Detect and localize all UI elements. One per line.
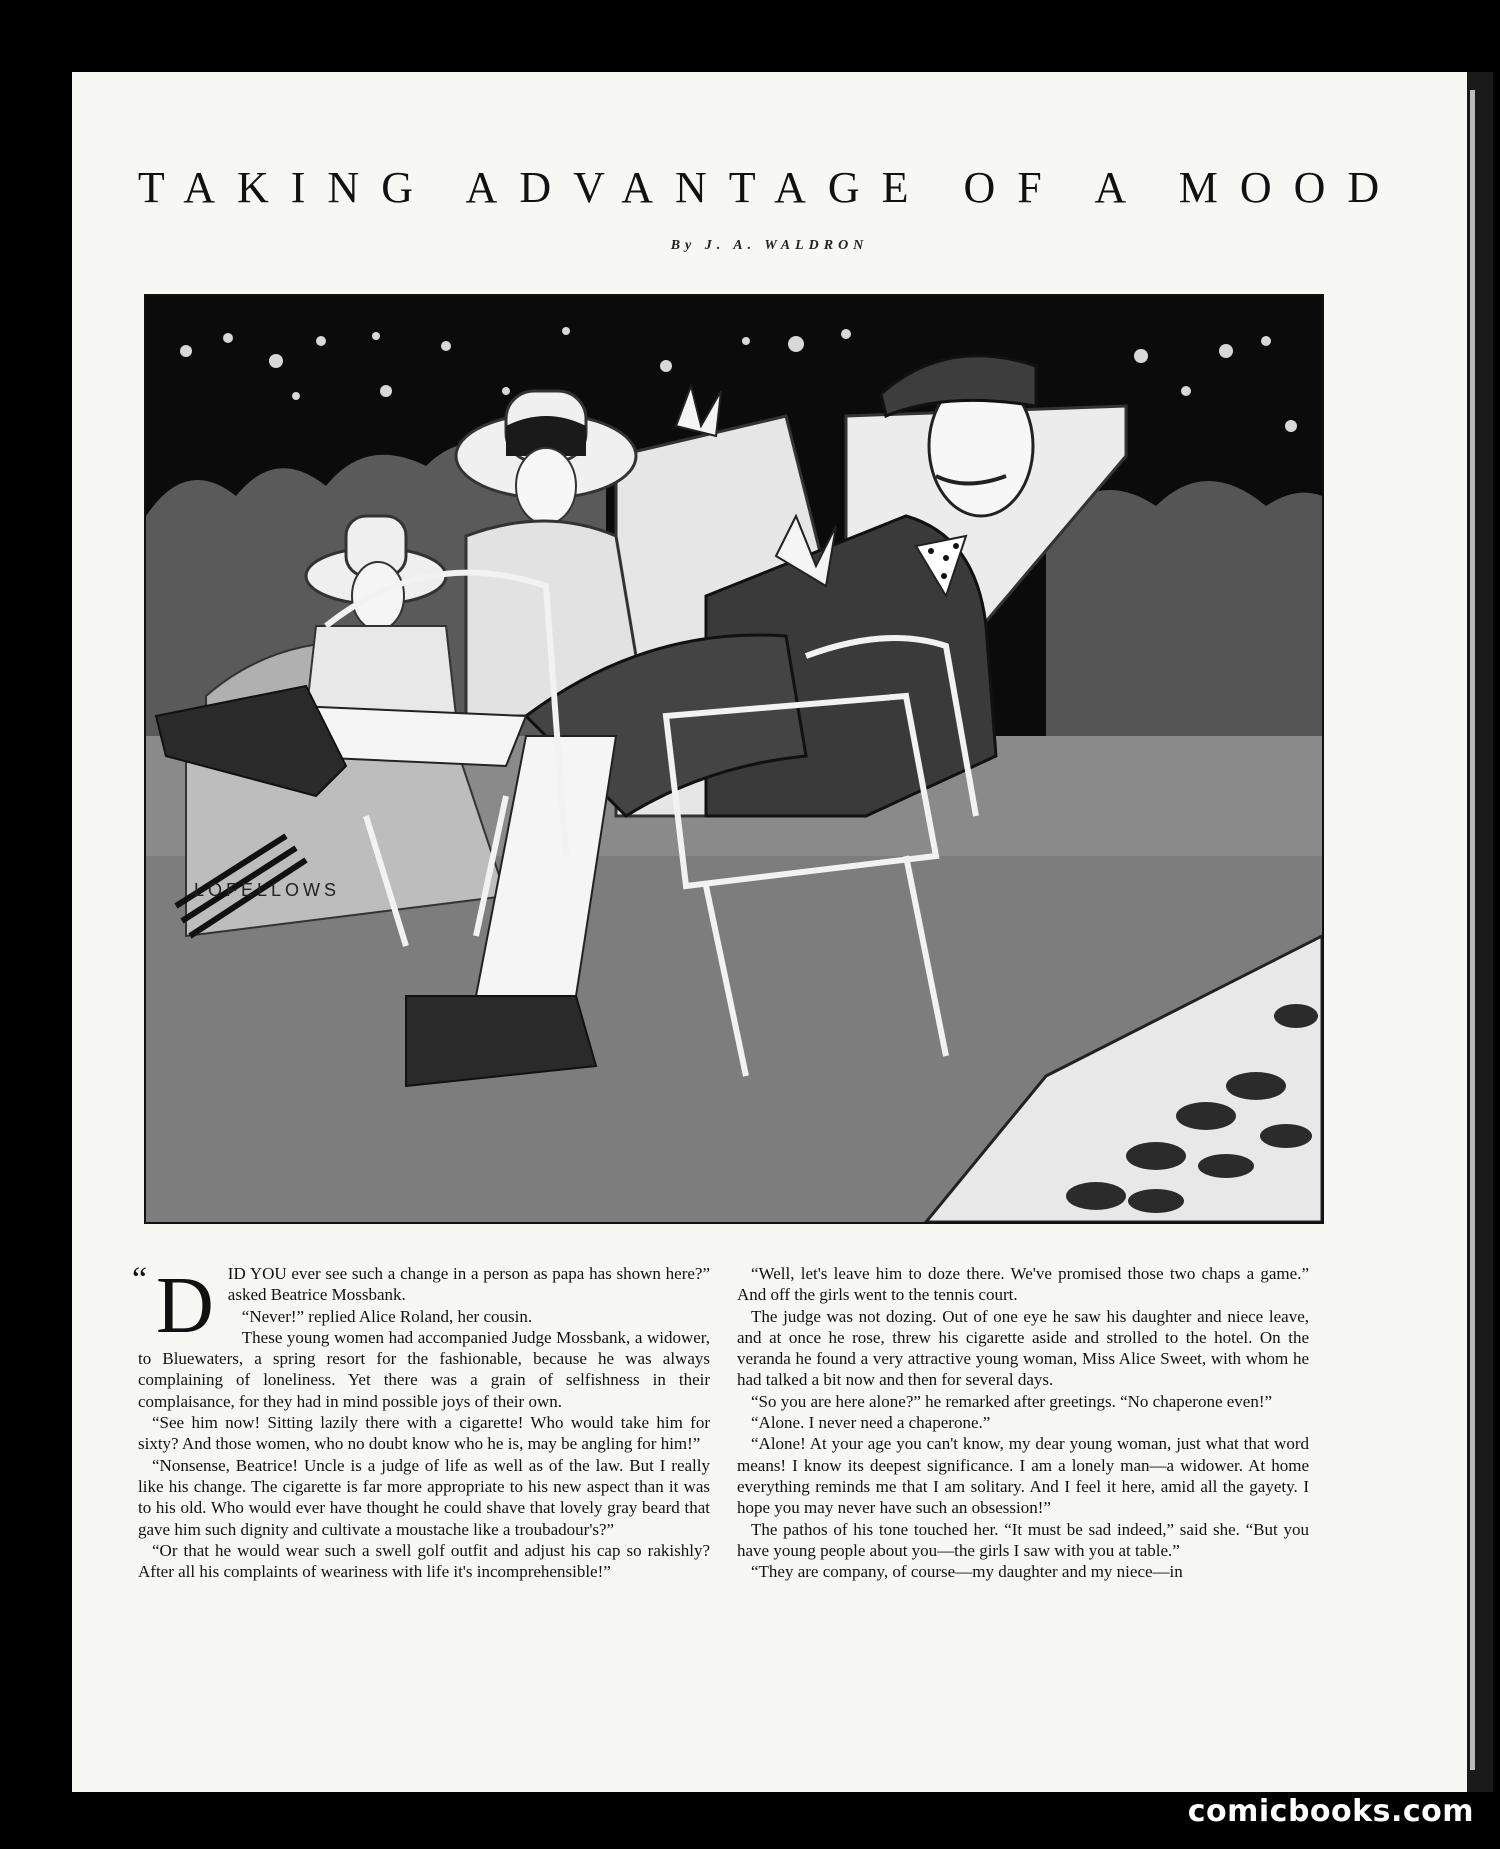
paragraph: “See him now! Sitting lazily there with a cigarette! Who would take him for sixty? And those women, who no doubt know who he is, may be angling for him!” [138,1413,710,1454]
paragraph: “Or that he would wear such a swell golf outfit and adjust his cap so rakishly? After all his complaints of weariness with life it's incomprehensible!” [138,1540,710,1582]
illustration [144,294,1324,1224]
paragraph: The judge was not dozing. Out of one eye he saw his daughter and niece leave, and at once he rose, threw his cigarette aside and strolled to the hotel. On the veranda he found a very attractive young woman, Miss Alice Sweet, with whom he had talked a bit now and then for several days. [737,1306,1309,1390]
page-edge [1470,90,1475,1770]
article-title: TAKING ADVANTAGE OF A MOOD [137,163,1402,212]
paragraph: ID YOU ever see such a change in a person as papa has shown here?” asked Beatrice Mossbank. [227,1264,710,1305]
illustration-drawing [146,296,1322,1222]
paragraph: “Nonsense, Beatrice! Uncle is a judge of life as well as of the law. But I really like his change. The cigarette is far more appropriate to his new aspect than it was to his old. Who would ever have thought he could shave that lovely gray beard that gave him such dignity and cultivate a moustache like a troubadour's?” [138,1455,710,1539]
paragraph: The pathos of his tone touched her. “It must be sad indeed,” said she. “But you have young people about you—the girls I saw with you at table.” [737,1519,1309,1560]
opening-quote: “ [132,1261,148,1298]
text-column-left [132,1261,710,1582]
drop-cap: D [156,1262,214,1350]
paragraph: “Alone! At your age you can't know, my dear young woman, just what that word means! I know its deepest significance. I am a lonely man—a widower. At home everything reminds me that I am solitary. And I feel it here, amid all the gayety. I hope you may never have such an obsession!” [737,1434,1309,1518]
paragraph: “Never!” replied Alice Roland, her cousin. [241,1306,533,1326]
paragraph: “Alone. I never need a chaperone.” [751,1413,991,1433]
watermark: comicbooks.com [1187,1794,1474,1829]
article-byline: By J. A. WALDRON [670,238,869,253]
paragraph: “They are company, of course—my daughter and my niece—in [751,1562,1183,1582]
paragraph: These young women had accompanied Judge Mossbank, a widower, to Bluewaters, a spring resort for the fashionable, because he was always complaining of loneliness. Yet there was a grain of selfishness in their complaisance, for they had in mind possible joys of their own. [138,1327,710,1411]
paragraph: “So you are here alone?” he remarked after greetings. “No chaperone even!” [751,1391,1273,1411]
artist-signature: LOFELLOWS [194,880,341,900]
paragraph: “Well, let's leave him to doze there. We've promised those two chaps a game.” And off the girls went to the tennis court. [737,1264,1309,1305]
text-column-right [737,1263,1309,1582]
